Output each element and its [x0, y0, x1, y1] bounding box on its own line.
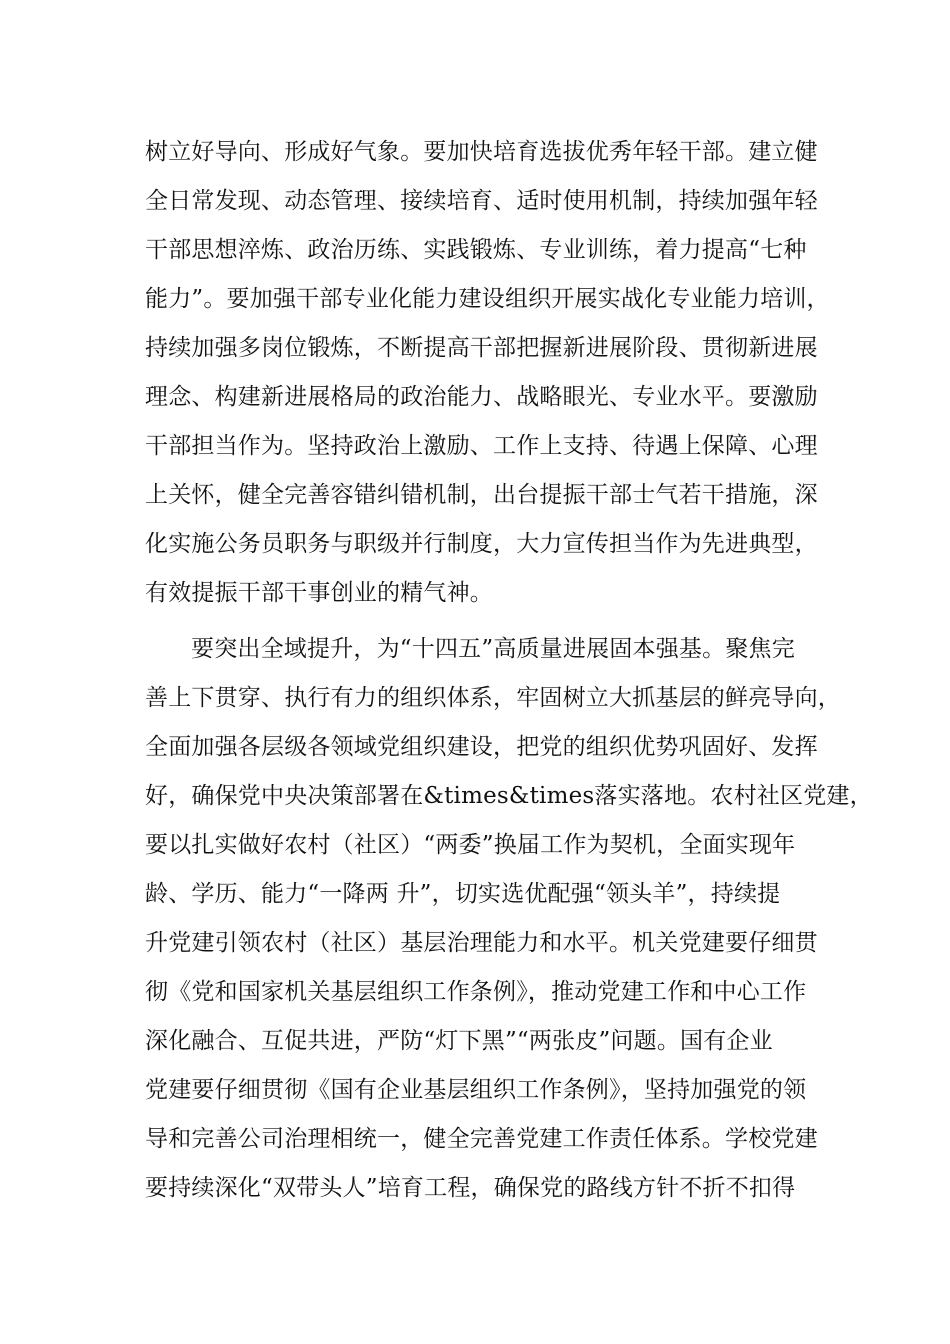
text-line: 理念、构建新进展格局的政治能力、战略眼光、专业水平。要激励 — [145, 384, 818, 410]
text-line: 党建要仔细贯彻《国有企业基层组织工作条例》，坚持加强党的领 — [145, 1077, 807, 1103]
text-line: 上关怀，健全完善容错纠错机制，出台提振干部士气若干措施，深 — [145, 482, 818, 508]
text-line: 升党建引领农村（社区）基层治理能力和水平。机关党建要仔细贯 — [145, 930, 818, 956]
text-line: 导和完善公司治理相统一，健全完善党建工作责任体系。学校党建 — [145, 1126, 818, 1152]
text-line: 有效提振干部干事创业的精气神。 — [145, 580, 493, 606]
text-line: 全日常发现、动态管理、接续培育、适时使用机制，持续加强年轻 — [145, 188, 818, 214]
text-line: 龄、学历、能力“一降两 升”，切实选优配强“领头羊”，持续提 — [145, 881, 781, 907]
paragraph-first-line: 要突出全域提升，为“十四五”高质量进展固本强基。聚焦完 — [191, 636, 795, 662]
text-line: 深化融合、互促共进，严防“灯下黑”“两张皮”问题。国有企业 — [145, 1028, 773, 1054]
text-line: 好，确保党中央决策部署在&times&times落实落地。农村社区党建， — [145, 783, 873, 809]
text-line: 彻《党和国家机关基层组织工作条例》，推动党建工作和中心工作 — [145, 979, 807, 1005]
text-line: 化实施公务员职务与职级并行制度，大力宣传担当作为先进典型， — [145, 531, 818, 557]
text-line: 干部思想淬炼、政治历练、实践锻炼、专业训练，着力提高“七种 — [145, 237, 807, 263]
text-line: 要持续深化“双带头人”培育工程，确保党的路线方针不折不扣得 — [145, 1175, 796, 1201]
text-line: 能力”。要加强干部专业化能力建设组织开展实战化专业能力培训， — [145, 286, 830, 312]
text-line: 善上下贯穿、执行有力的组织体系，牢固树立大抓基层的鲜亮导向， — [145, 685, 841, 711]
text-line: 持续加强多岗位锻炼，不断提高干部把握新进展阶段、贯彻新进展 — [145, 335, 818, 361]
text-line: 要以扎实做好农村（社区）“两委”换届工作为契机，全面实现年 — [145, 832, 796, 858]
text-line: 干部担当作为。坚持政治上激励、工作上支持、待遇上保障、心理 — [145, 433, 818, 459]
text-line: 全面加强各层级各领域党组织建设，把党的组织优势巩固好、发挥 — [145, 734, 818, 760]
text-line: 树立好导向、形成好气象。要加快培育选拔优秀年轻干部。建立健 — [145, 139, 818, 165]
